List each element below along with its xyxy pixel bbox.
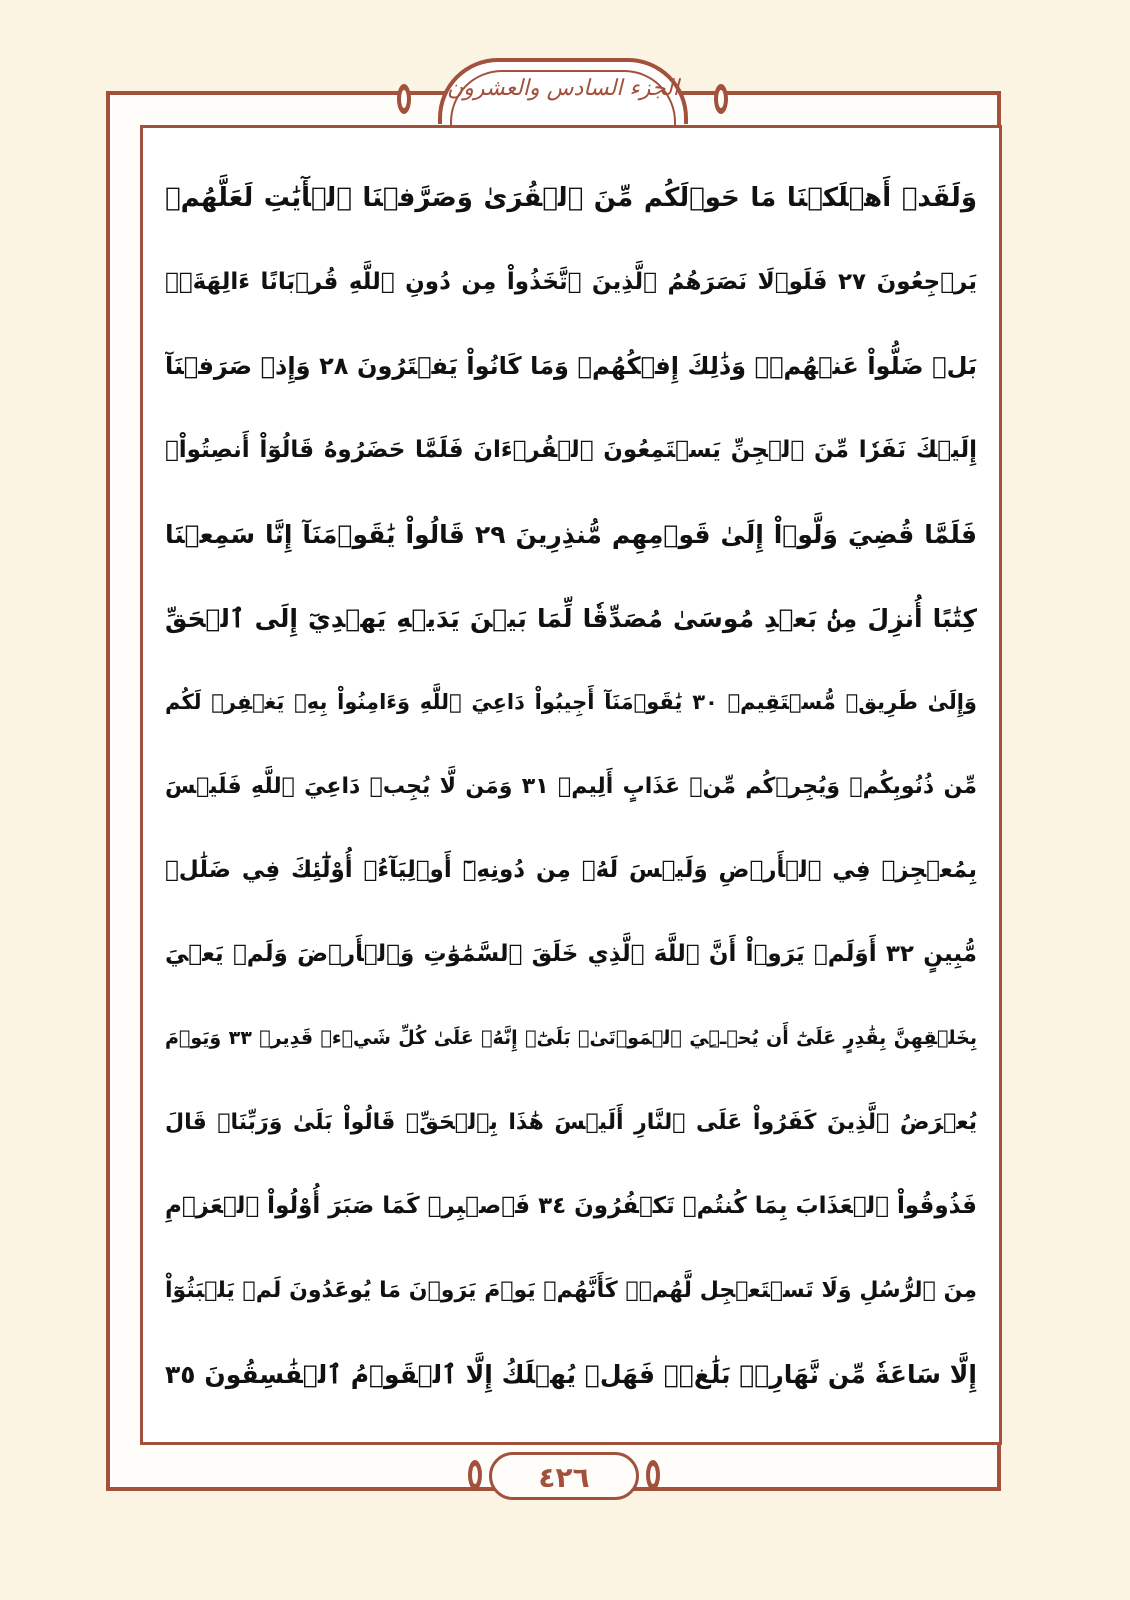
line-text: مِّن ذُنُوبِكُمۡ وَيُجِرۡكُم مِّنۡ عَذَابٍ أَلِيمٖ ٣١ وَمَن لَّا يُجِبۡ دَاعِيَ ٱللَّهِ فَلَيۡسَ (165, 773, 977, 799)
line-text: يَرۡجِعُونَ ٢٧ فَلَوۡلَا نَصَرَهُمُ ٱلَّذِينَ ٱتَّخَذُواْ مِن دُونِ ٱللَّهِ قُرۡبَانًا ءَالِهَةَۢۖ (165, 269, 977, 295)
line-text: مُّبِينٍ ٣٢ أَوَلَمۡ يَرَوۡاْ أَنَّ ٱللَّهَ ٱلَّذِي خَلَقَ ٱلسَّمَٰوَٰتِ وَٱلۡأَرۡضَ وَلَمۡ يَعۡيَ (165, 941, 977, 967)
line-text: إِلَّا سَاعَةٗ مِّن نَّهَارِۭۚ بَلَٰغٞۚ فَهَلۡ يُهۡلَكُ إِلَّا ٱلۡقَوۡمُ ٱلۡفَٰسِقُونَ ٣٥ (165, 1359, 977, 1389)
line-text: بِمُعۡجِزٖ فِي ٱلۡأَرۡضِ وَلَيۡسَ لَهُۥ مِن دُونِهِۦٓ أَوۡلِيَآءُۚ أُوْلَٰٓئِكَ فِي ضَلَٰلٖ (165, 857, 977, 883)
line-text: يُعۡرَضُ ٱلَّذِينَ كَفَرُواْ عَلَى ٱلنَّارِ أَلَيۡسَ هَٰذَا بِٱلۡحَقِّۖ قَالُواْ بَلَىٰ وَرَبِّنَاۚ قَالَ (165, 1109, 977, 1135)
line-text: مِنَ ٱلرُّسُلِ وَلَا تَسۡتَعۡجِل لَّهُمۡۚ كَأَنَّهُمۡ يَوۡمَ يَرَوۡنَ مَا يُوعَدُونَ لَمۡ يَلۡبَثُوٓاْ (165, 1277, 977, 1303)
line-text: فَلَمَّا قُضِيَ وَلَّوۡاْ إِلَىٰ قَوۡمِهِم مُّنذِرِينَ ٢٩ قَالُواْ يَٰقَوۡمَنَآ إِنَّا سَمِعۡنَا (165, 519, 977, 549)
text-line-15 (165, 1324, 977, 1424)
line-text: بَلۡ ضَلُّواْ عَنۡهُمۡۚ وَذَٰلِكَ إِفۡكُهُمۡ وَمَا كَانُواْ يَفۡتَرُونَ ٢٨ وَإِذۡ صَرَفۡنَآ (165, 352, 977, 380)
line-text: كِتَٰبًا أُنزِلَ مِنۢ بَعۡدِ مُوسَىٰ مُصَدِّقٗا لِّمَا بَيۡنَ يَدَيۡهِ يَهۡدِيٓ إِلَى ٱلۡحَقِّ (165, 603, 977, 633)
line-text: بِخَلۡقِهِنَّ بِقَٰدِرٍ عَلَىٰٓ أَن يُحۡـِۧيَ ٱلۡمَوۡتَىٰۚ بَلَىٰٓۚ إِنَّهُۥ عَلَىٰ كُلِّ شَيۡءٖ قَدِيرٞ ٣٣ وَيَوۡمَ (165, 1027, 977, 1049)
line-text: إِلَيۡكَ نَفَرٗا مِّنَ ٱلۡجِنِّ يَسۡتَمِعُونَ ٱلۡقُرۡءَانَ فَلَمَّا حَضَرُوهُ قَالُوٓاْ أَنصِتُواْۖ (165, 437, 977, 463)
quran-text-block (165, 148, 977, 1428)
right-header-ornament-icon (712, 82, 730, 116)
line-text: فَذُوقُواْ ٱلۡعَذَابَ بِمَا كُنتُمۡ تَكۡفُرُونَ ٣٤ فَٱصۡبِرۡ كَمَا صَبَرَ أُوْلُواْ ٱلۡعَزۡمِ (165, 1193, 977, 1219)
line-text: وَلَقَدۡ أَهۡلَكۡنَا مَا حَوۡلَكُم مِّنَ ٱلۡقُرَىٰ وَصَرَّفۡنَا ٱلۡأٓيَٰتِ لَعَلَّهُمۡ (165, 183, 977, 213)
juz-title: الجزء السادس والعشرون (447, 76, 679, 101)
page-number: ٤٢٦ (538, 1461, 590, 1494)
left-header-ornament-icon (395, 82, 413, 116)
juz-header-cartouche (438, 58, 688, 124)
right-footer-ornament-icon (644, 1458, 662, 1492)
page-number-cartouche (489, 1452, 639, 1500)
left-footer-ornament-icon (466, 1458, 484, 1492)
line-text: وَإِلَىٰ طَرِيقٖ مُّسۡتَقِيمٖ ٣٠ يَٰقَوۡمَنَآ أَجِيبُواْ دَاعِيَ ٱللَّهِ وَءَامِنُواْ بِهِۦ يَغۡفِرۡ لَكُم (165, 690, 977, 714)
